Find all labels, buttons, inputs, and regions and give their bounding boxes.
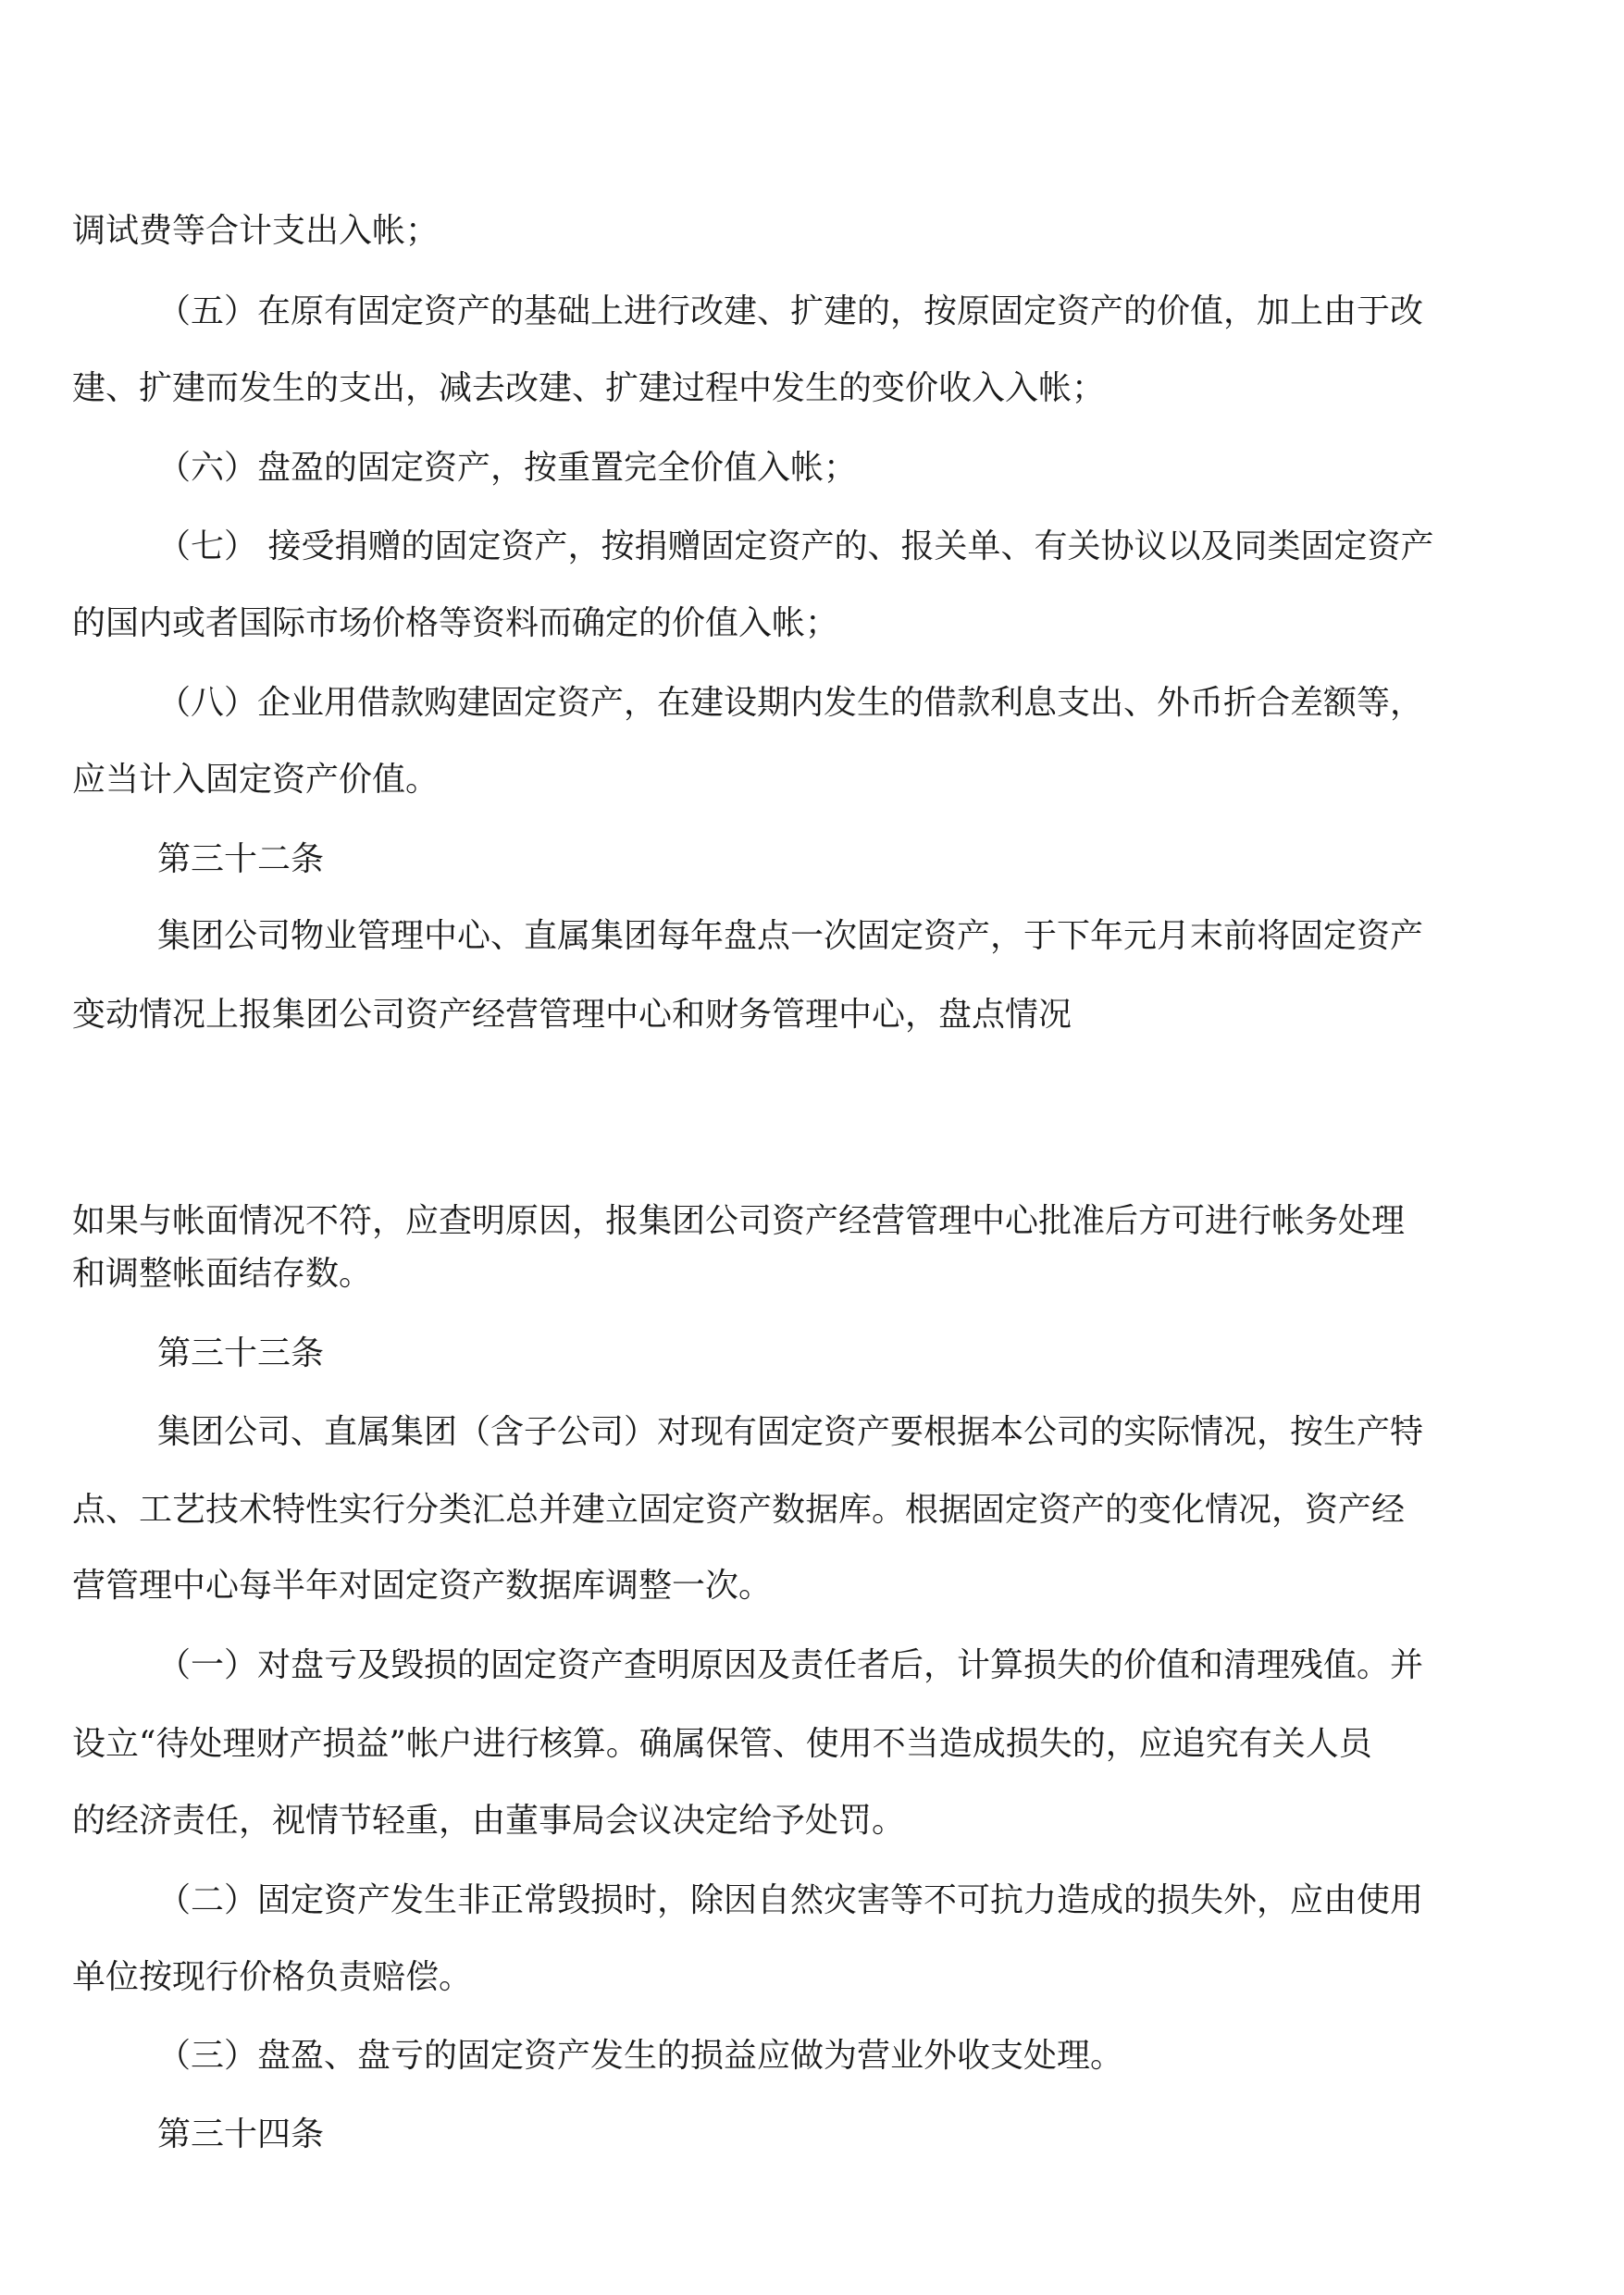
body-line: 营管理中心每半年对固定资产数据库调整一次。 — [72, 1567, 773, 1605]
sub-clause-2-line: （二）固定资产发生非正常毁损时，除因自然灾害等不可抗力造成的损失外，应由使用 — [157, 1881, 1424, 1919]
clause-7-line: （七） 接受捐赠的固定资产，按捐赠固定资产的、报关单、有关协议以及同类固定资产 — [157, 527, 1434, 565]
article-33-heading: 第三十三条 — [157, 1334, 325, 1372]
body-line: 点、工艺技术特性实行分类汇总并建立固定资产数据库。根据固定资产的变化情况，资产经 — [72, 1491, 1406, 1529]
body-line: 设立“待处理财产损益”帐户进行核算。确属保管、使用不当造成损失的，应追究有关人员 — [72, 1725, 1372, 1763]
body-line: 调试费等合计支出入帐； — [72, 212, 440, 250]
sub-clause-1-line: （一）对盘亏及毁损的固定资产查明原因及责任者后，计算损失的价值和清理残值。并 — [157, 1646, 1424, 1684]
body-line: 和调整帐面结存数。 — [72, 1255, 373, 1293]
body-line: 变动情况上报集团公司资产经营管理中心和财务管理中心，盘点情况 — [72, 996, 1072, 1034]
article-33-body-line: 集团公司、直属集团（含子公司）对现有固定资产要根据本公司的实际情况，按生产特 — [157, 1413, 1424, 1451]
body-line: 如果与帐面情况不符，应查明原因，报集团公司资产经营管理中心批准后方可进行帐务处理 — [72, 1202, 1406, 1240]
body-line: 的国内或者国际市场价格等资料而确定的价值入帐； — [72, 604, 839, 642]
article-32-heading: 第三十二条 — [157, 840, 325, 878]
body-line: 建、扩建而发生的支出，减去改建、扩建过程中发生的变价收入入帐； — [72, 369, 1106, 407]
sub-clause-3-line: （三）盘盈、盘亏的固定资产发生的损益应做为营业外收支处理。 — [157, 2037, 1124, 2075]
article-34-heading: 第三十四条 — [157, 2115, 325, 2153]
body-line: 单位按现行价格负责赔偿。 — [72, 1958, 473, 1996]
body-line: 应当计入固定资产价值。 — [72, 761, 440, 799]
article-32-body-line: 集团公司物业管理中心、直属集团每年盘点一次固定资产，于下年元月末前将固定资产 — [157, 917, 1424, 955]
clause-8-line: （八）企业用借款购建固定资产，在建设期内发生的借款利息支出、外币折合差额等， — [157, 684, 1424, 722]
clause-5-line: （五）在原有固定资产的基础上进行改建、扩建的，按原固定资产的价值，加上由于改 — [157, 292, 1424, 330]
body-line: 的经济责任，视情节轻重，由董事局会议决定给予处罚。 — [72, 1802, 906, 1840]
clause-6-line: （六）盘盈的固定资产，按重置完全价值入帐； — [157, 449, 858, 487]
